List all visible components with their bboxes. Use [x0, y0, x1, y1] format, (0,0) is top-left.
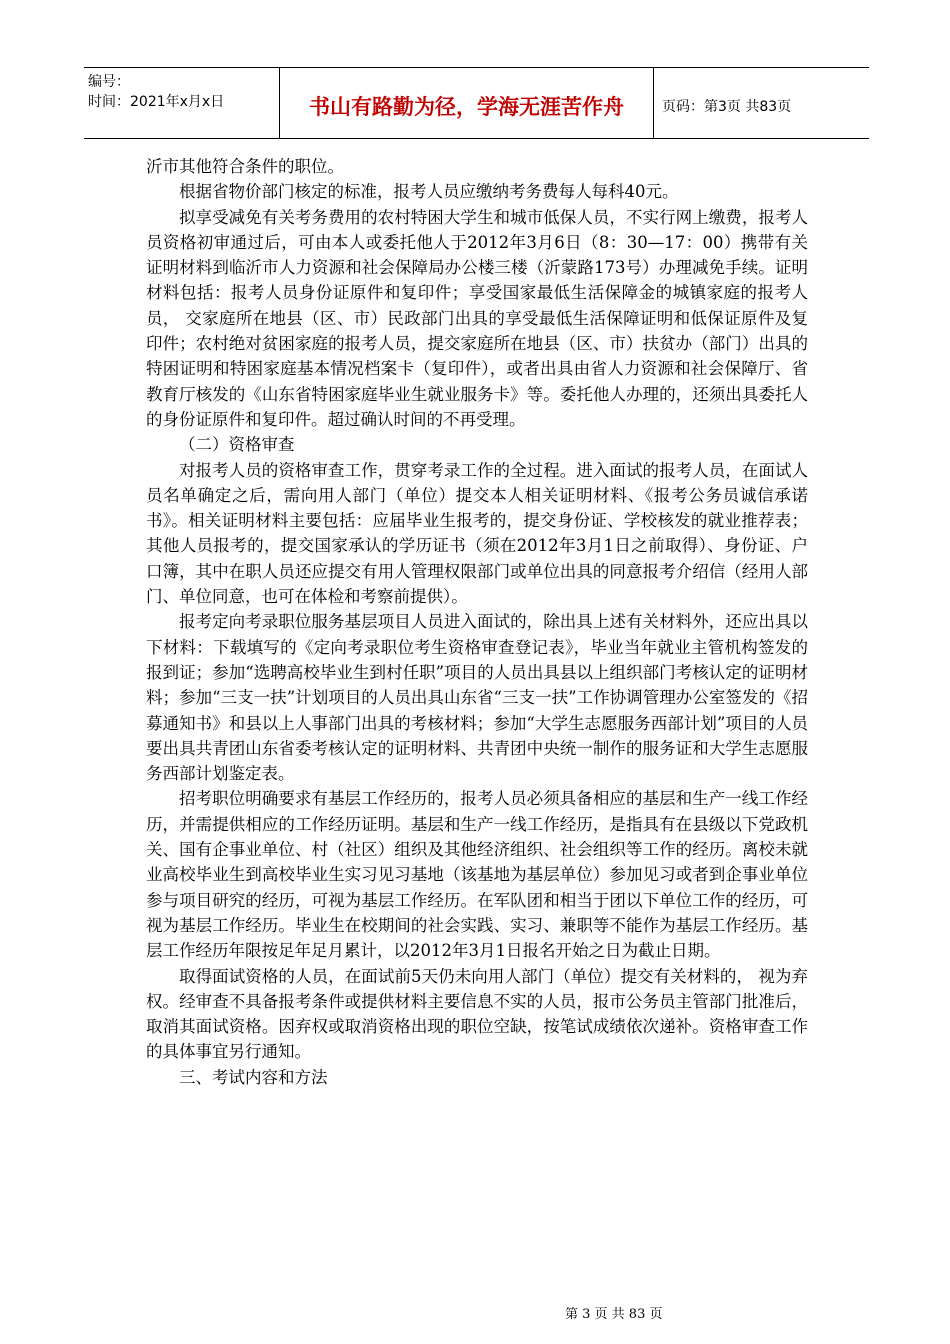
- paragraph: 对报考人员的资格审查工作，贯穿考录工作的全过程。进入面试的报考人员，在面试人员名单确定之后，需向用人部门（单位）提交本人相关证明材料、《报考公务员诚信承诺书》。相关证明材料主要包括：应届毕业生报考的，提交身份证、学校核发的就业推荐表；其他人员报考的，提交国家承认的学历证书（须在2012年3月1日之前取得）、身份证、户口簿，其中在职人员还应提交有用人管理权限部门或单位出具的同意报考介绍信（经用人部门、单位同意，也可在体检和考察前提供）。: [146, 460, 808, 607]
- section-heading: 三、考试内容和方法: [179, 1067, 328, 1087]
- paragraph: 报考定向考录职位服务基层项目人员进入面试的，除出具上述有关材料外，还应出具以下材料：下载填写的《定向考录职位考生资格审查登记表》，毕业当年就业主管机构签发的报到证；参加“选聘高校毕业生到村任职”项目的人员出具县以上组织部门考核认定的证明材料；参加“三支一扶”计划项目的人员出具山东省“三支一扶”工作协调管理办公室签发的《招募通知书》和县以上人事部门出具的考核材料；参加“大学生志愿服务西部计划”项目的人员要出具共青团山东省委考核认定的证明材料、共青团中央统一制作的服务证和大学生志愿服务西部计划鉴定表。: [146, 612, 808, 784]
- page-header: [84, 67, 869, 139]
- paragraph: 拟享受减免有关考务费用的农村特困大学生和城市低保人员，不实行网上缴费，报考人员资格初审通过后，可由本人或委托他人于2012年3月6日（8：30—17：00）携带有关证明材料到临沂市人力资源和社会保障局办公楼三楼（沂蒙路173号）办理减免手续。证明材料包括：报考人员身份证原件和复印件；享受国家最低生活保障金的城镇家庭的报考人员， 交家庭所在地县（区、市）民政部门出具的享受最低生活保障证明和低保证原件及复印件；农村绝对贫困家庭的报考人员，提交家庭所在地县（区、市）扶贫办（部门）出具的特困证明和特困家庭基本情况档案卡（复印件），或者出具由省人力资源和社会保障厅、省教育厅核发的《山东省特困家庭毕业生就业服务卡》等。委托他人办理的，还须出具委托人的身份证原件和复印件。超过确认时间的不再受理。: [146, 207, 808, 429]
- document-body: [146, 154, 808, 1090]
- page-footer: 第 3 页 共 83 页: [565, 1307, 663, 1322]
- header-page-number: 页码：第3页 共83页: [662, 99, 792, 115]
- paragraph: 沂市其他符合条件的职位。: [146, 157, 344, 176]
- header-meta: [84, 68, 280, 138]
- paragraph: 根据省物价部门核定的标准，报考人员应缴纳考务费每人每科40元。: [179, 182, 679, 202]
- document-number-label: 编号：: [88, 74, 130, 90]
- header-motto: 书山有路勤为径，学海无涯苦作舟: [280, 68, 654, 138]
- document-date-label: 时间：2021年x月x日: [88, 94, 225, 110]
- paragraph: 招考职位明确要求有基层工作经历的，报考人员必须具备相应的基层和生产一线工作经历，并需提供相应的工作经历证明。基层和生产一线工作经历，是指具有在县级以下党政机关、国有企事业单位、村（社区）组织及其他经济组织、社会组织等工作的经历。离校未就业高校毕业生到高校毕业生实习见习基地（该基地为基层单位）参加见习或者到企事业单位参与项目研究的经历，可视为基层工作经历。在军队团和相当于团以下单位工作的经历，可视为基层工作经历。毕业生在校期间的社会实践、实习、兼职等不能作为基层工作经历。基层工作经历年限按足年足月累计，以2012年3月1日报名开始之日为截止日期。: [146, 789, 808, 961]
- paragraph: 取得面试资格的人员，在面试前5天仍未向用人部门（单位）提交有关材料的， 视为弃权。经审查不具备报考条件或提供材料主要信息不实的人员，报市公务员主管部门批准后，取消其面试资格。因弃权或取消资格出现的职位空缺，按笔试成绩依次递补。资格审查工作的具体事宜另行通知。: [146, 966, 808, 1062]
- section-heading: （二）资格审查: [179, 435, 295, 455]
